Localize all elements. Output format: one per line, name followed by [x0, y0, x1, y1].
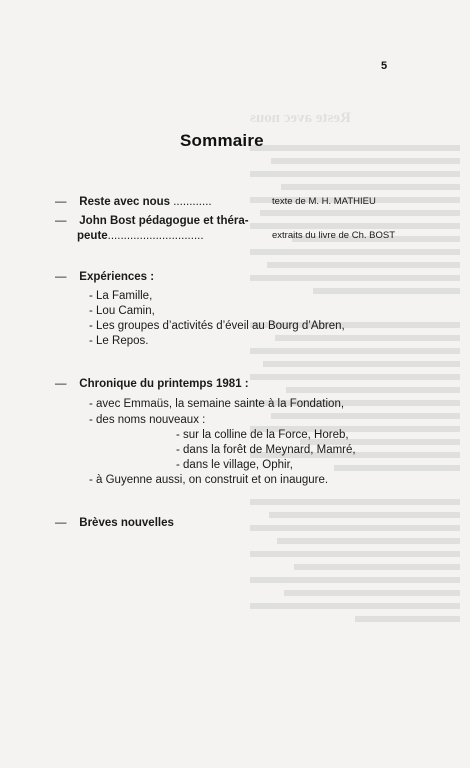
list-subitem: - dans la forêt de Meynard, Mamré, — [176, 444, 356, 456]
toc-entry-reste — [55, 195, 212, 209]
toc-entry-label: Expériences : — [79, 271, 155, 283]
list-item: - La Famille, — [89, 290, 153, 302]
toc-entry-bost-line1 — [55, 214, 249, 228]
list-item: - à Guyenne aussi, on construit et on inaugure. — [89, 474, 329, 486]
ghost-title: Reste avec nous — [250, 112, 351, 126]
list-item: - Lou Camin, — [89, 305, 155, 317]
toc-source-bost: extraits du livre de Ch. BOST — [272, 230, 396, 241]
toc-dash: — — [55, 378, 67, 390]
page-title: Sommaire — [180, 131, 264, 150]
page-number: 5 — [381, 60, 388, 72]
toc-source-reste: texte de M. H. MATHIEU — [272, 196, 376, 207]
toc-dash: — — [55, 196, 67, 208]
toc-leader: .............................. — [107, 230, 204, 242]
list-subitem: - dans le village, Ophir, — [176, 459, 293, 471]
toc-entry-label: Reste avec nous — [79, 196, 171, 208]
toc-entry-breves — [55, 516, 174, 530]
list-item: - Le Repos. — [89, 335, 149, 347]
toc-dash: — — [55, 271, 67, 283]
toc-entry-label: Brèves nouvelles — [79, 517, 174, 529]
toc-entry-label-cont: peute — [77, 230, 108, 242]
toc-dash: — — [55, 215, 67, 227]
toc-dash: — — [55, 517, 67, 529]
list-subitem: - sur la colline de la Force, Horeb, — [176, 429, 349, 441]
list-item: - des noms nouveaux : — [89, 414, 206, 426]
toc-entry-label: Chronique du printemps 1981 : — [79, 378, 249, 390]
toc-entry-bost-line2 — [77, 229, 204, 243]
toc-leader: ............ — [170, 196, 212, 208]
list-item: - avec Emmaüs, la semaine sainte à la Fondation, — [89, 398, 345, 410]
list-item: - Les groupes d’activités d’éveil au Bourg d’Abren, — [89, 320, 345, 332]
toc-entry-label: John Bost pédagogue et théra- — [79, 215, 249, 227]
toc-entry-experiences — [55, 270, 154, 284]
toc-entry-chronique — [55, 377, 249, 391]
